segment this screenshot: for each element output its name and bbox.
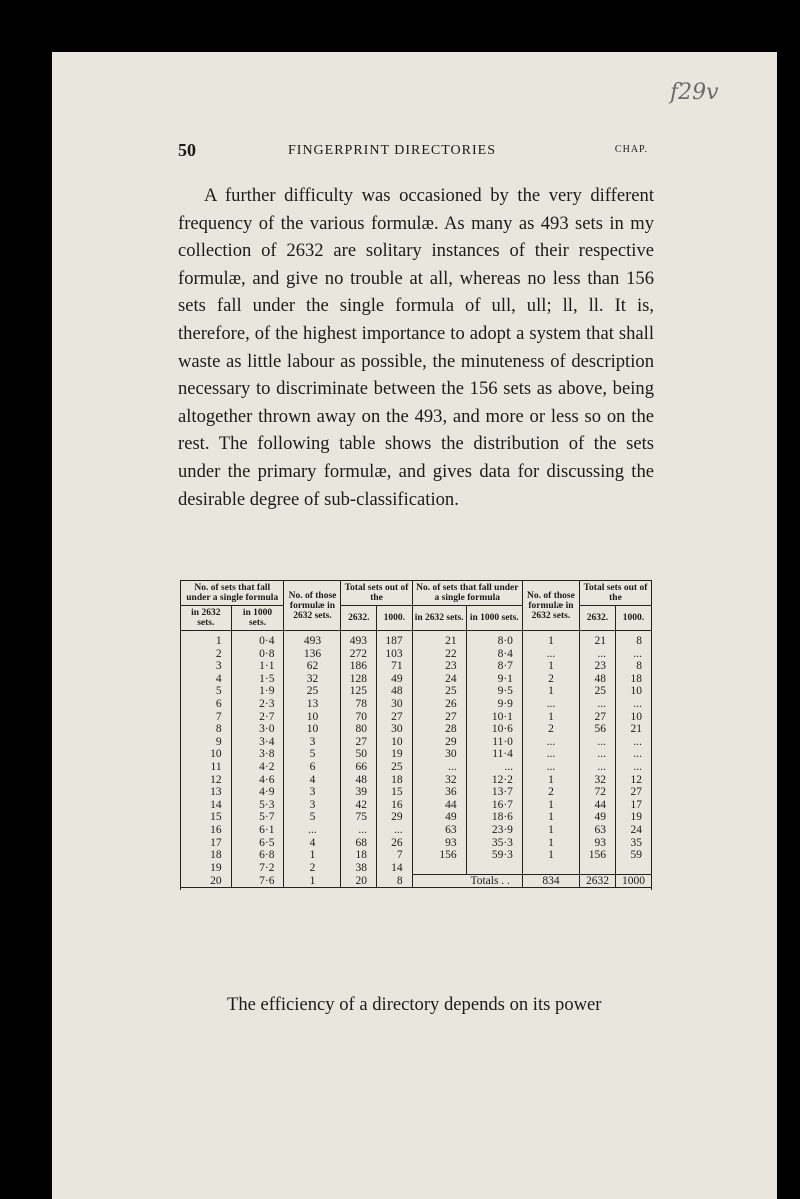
table-cell: 1 [522,824,579,837]
table-cell: 26 [377,837,413,850]
table-cell: 93 [412,837,466,850]
table-cell: 2 [522,673,579,686]
table-cell: 1 [522,811,579,824]
table-cell: 22 [412,648,466,661]
table-cell: 25 [377,761,413,774]
table-cell: 8·4 [466,648,522,661]
table-cell: 39 [341,786,377,799]
table-cell: ... [466,761,522,774]
table-cell: 21 [615,723,651,736]
table-cell: 8 [615,660,651,673]
table-cell: 5·3 [231,799,284,812]
table-cell: 4·6 [231,774,284,787]
table-row [181,811,652,824]
table-cell: 2·3 [231,698,284,711]
table-cell: 6·8 [231,849,284,862]
table-cell: 2 [522,723,579,736]
table-row [181,862,652,875]
table-cell: 5 [284,748,341,761]
table-cell: 7·2 [231,862,284,875]
table-cell: 8 [615,631,651,648]
table-cell: 78 [341,698,377,711]
table-cell: 1·9 [231,685,284,698]
table-cell: 7·6 [231,874,284,888]
table-cell: 30 [412,748,466,761]
table-cell: 38 [341,862,377,875]
header-total-left: Total sets out of the [341,581,412,606]
running-header [178,140,648,164]
table-row [181,660,652,673]
table-cell: 13 [181,786,232,799]
table-cell: 12 [615,774,651,787]
table-cell: 27 [412,711,466,724]
table-cell: 3 [284,799,341,812]
table-cell: 49 [579,811,615,824]
table-cell: 10 [181,748,232,761]
table-cell: 17 [615,799,651,812]
table-cell: 48 [341,774,377,787]
table-cell: 68 [341,837,377,850]
header-in1000-left: in 1000 sets. [231,606,284,631]
table-cell: ... [579,698,615,711]
table-cell: 63 [579,824,615,837]
table-cell: 6·5 [231,837,284,850]
table-cell: 10·6 [466,723,522,736]
body-paragraph: A further difficulty was occasioned by the very different frequency of the various formulæ. As many as 493 sets in my collection of 2632 are solitary instances of their respective formulæ, and give no trouble at all, whereas no less than 156 sets fall under the single formula of ull, ull; ll, ll. It is, therefore, of the highest importance to adopt a system that shall waste as little labour as possible, the minuteness of description necessary to discriminate between the 156 sets as above, being altogether thrown away on the 493, and more or less so on the rest. The following table shows the distribution of the sets under the primary formulæ, and gives data for discussing the desirable degree of sub-classification. [178,185,654,510]
table-row [181,748,652,761]
table-cell: 16·7 [466,799,522,812]
table-cell: 3 [284,786,341,799]
table-cell: 9·5 [466,685,522,698]
table-cell: 3·0 [231,723,284,736]
table-cell: 32 [579,774,615,787]
table-cell: 18·6 [466,811,522,824]
table-cell: 136 [284,648,341,661]
table-cell: 25 [412,685,466,698]
table-cell: 30 [377,698,413,711]
table-cell: 1·5 [231,673,284,686]
table-cell: 48 [579,673,615,686]
table-cell: 9·1 [466,673,522,686]
table-cell: 2 [522,786,579,799]
table-cell: 11 [181,761,232,774]
table-cell: 1 [522,837,579,850]
table-cell: 11·0 [466,736,522,749]
table-row [181,874,652,888]
table-cell: ... [522,736,579,749]
table-cell: 27 [377,711,413,724]
table-cell: 13 [284,698,341,711]
table-cell: 23 [579,660,615,673]
table-cell: 21 [412,631,466,648]
table-cell: 18 [181,849,232,862]
table-row [181,723,652,736]
table-cell: 71 [377,660,413,673]
table-row [181,736,652,749]
table-cell: 42 [341,799,377,812]
table-cell: 9 [181,736,232,749]
table-cell: 24 [615,824,651,837]
table-cell: 1 [522,685,579,698]
header-in2632-left: in 2632 sets. [181,606,232,631]
table-cell: 4·9 [231,786,284,799]
table-cell: 12·2 [466,774,522,787]
table-cell: ... [615,648,651,661]
table-cell: 3·4 [231,736,284,749]
table-cell: 1 [522,774,579,787]
table-cell: 4 [284,774,341,787]
totals-label: Totals . . [412,874,522,888]
table-cell: ... [615,748,651,761]
header-t2632-left: 2632. [341,606,377,631]
table-cell: 23·9 [466,824,522,837]
table-cell: 6·1 [231,824,284,837]
totals-t1000: 1000 [615,874,651,888]
table-cell: 44 [579,799,615,812]
table-cell: 17 [181,837,232,850]
table-cell: 21 [579,631,615,648]
table-cell: 1 [284,849,341,862]
table-row [181,799,652,812]
table-cell: 0·8 [231,648,284,661]
table-cell: 14 [181,799,232,812]
table-cell: ... [615,761,651,774]
table-cell: 7 [181,711,232,724]
header-in2632-right: in 2632 sets. [412,606,466,631]
table-cell: 10 [615,685,651,698]
table-cell: 2 [284,862,341,875]
table-cell: 3 [181,660,232,673]
table-cell: 103 [377,648,413,661]
table-cell: 35·3 [466,837,522,850]
header-sets-fall-right: No. of sets that fall under a single formula [412,581,522,606]
table-cell: 1 [522,711,579,724]
table-cell [615,862,651,875]
totals-t2632: 2632 [579,874,615,888]
table-cell: 272 [341,648,377,661]
handwritten-annotation: f29v [670,80,719,105]
table-row [181,786,652,799]
table-row [181,711,652,724]
chapter-label: CHAP. [614,144,648,155]
table-cell: 8 [377,874,413,888]
header-formulae-left: No. of those formulæ in 2632 sets. [284,581,341,631]
header-sets-fall-left: No. of sets that fall under a single formula [181,581,284,606]
table-cell: 18 [615,673,651,686]
continuation-line: The efficiency of a directory depends on its power [227,994,602,1015]
running-title: FINGERPRINT DIRECTORIES [288,143,497,158]
table-row [181,824,652,837]
table-cell: 26 [412,698,466,711]
table-row [181,774,652,787]
table-cell: 10 [284,711,341,724]
table-cell: 1 [284,874,341,888]
table-cell: 16 [181,824,232,837]
table-cell: 59·3 [466,849,522,862]
table-cell: 29 [412,736,466,749]
table-cell: 11·4 [466,748,522,761]
table-cell: 3·8 [231,748,284,761]
table-cell: ... [284,824,341,837]
table-cell: 25 [579,685,615,698]
table-cell: 1 [181,631,232,648]
table-cell [412,862,466,875]
table-cell: ... [522,761,579,774]
table-row [181,849,652,862]
table-cell: 2 [181,648,232,661]
table-cell: 8·7 [466,660,522,673]
table-cell: ... [341,824,377,837]
table-cell: 1 [522,849,579,862]
table-cell: 32 [284,673,341,686]
table-cell: 156 [579,849,615,862]
table-cell: 27 [341,736,377,749]
table-cell [579,862,615,875]
table-cell: 35 [615,837,651,850]
table-cell: 0·4 [231,631,284,648]
table-bottom-rule [181,888,652,891]
table-cell: 63 [412,824,466,837]
table-row [181,673,652,686]
table-body [181,631,652,891]
header-t1000-left: 1000. [377,606,413,631]
table-cell: 20 [341,874,377,888]
table-cell: 70 [341,711,377,724]
header-total-right: Total sets out of the [579,581,651,606]
table-cell: 27 [579,711,615,724]
table-cell: 80 [341,723,377,736]
table-cell: 493 [284,631,341,648]
table-cell: 5 [284,811,341,824]
table-row [181,685,652,698]
table-cell: 93 [579,837,615,850]
table-cell: 10 [377,736,413,749]
table-cell: 48 [377,685,413,698]
table-cell: 1 [522,660,579,673]
table-cell: 5 [181,685,232,698]
table-cell: ... [579,648,615,661]
table-row [181,648,652,661]
table-cell: 50 [341,748,377,761]
table-cell: 62 [284,660,341,673]
header-t2632-right: 2632. [579,606,615,631]
table-cell [466,862,522,875]
formula-distribution-table [180,580,652,980]
table-cell: 29 [377,811,413,824]
table-cell: 8·0 [466,631,522,648]
table-cell: 12 [181,774,232,787]
table-cell: 20 [181,874,232,888]
table-cell: ... [615,736,651,749]
table-cell: 23 [412,660,466,673]
table-cell: 30 [377,723,413,736]
table-cell: 25 [284,685,341,698]
table-cell: 36 [412,786,466,799]
table-cell: 10 [615,711,651,724]
table-cell: 4 [181,673,232,686]
table-cell: 186 [341,660,377,673]
table-cell: 8 [181,723,232,736]
table-cell: 15 [181,811,232,824]
table-cell: 49 [377,673,413,686]
table-cell: 6 [284,761,341,774]
table-cell: 10 [284,723,341,736]
page-number: 50 [178,140,196,160]
table-cell: 13·7 [466,786,522,799]
table-cell: 1·1 [231,660,284,673]
table-cell: 16 [377,799,413,812]
table-cell: 19 [615,811,651,824]
table-cell: 18 [377,774,413,787]
table-cell: 4 [284,837,341,850]
table-row [181,761,652,774]
table-cell: 9·9 [466,698,522,711]
table-cell: 15 [377,786,413,799]
table-cell: 19 [181,862,232,875]
table-cell: 56 [579,723,615,736]
table-row [181,631,652,648]
table-cell: 128 [341,673,377,686]
table-cell: 2·7 [231,711,284,724]
header-t1000-right: 1000. [615,606,651,631]
table-row [181,837,652,850]
table-cell: 28 [412,723,466,736]
header-in1000-right: in 1000 sets. [466,606,522,631]
table-cell: ... [579,761,615,774]
table-cell: 1 [522,799,579,812]
table-cell: ... [615,698,651,711]
table-cell [522,862,579,875]
table-cell: 14 [377,862,413,875]
table-cell: 187 [377,631,413,648]
table-cell: 49 [412,811,466,824]
table-cell: 10·1 [466,711,522,724]
table-cell: 75 [341,811,377,824]
table-cell: 125 [341,685,377,698]
table-cell: 156 [412,849,466,862]
totals-formulae: 834 [522,874,579,888]
table-cell: 6 [181,698,232,711]
table-cell: ... [579,736,615,749]
table-cell: 24 [412,673,466,686]
header-formulae-right: No. of those formulæ in 2632 sets. [522,581,579,631]
table-cell: 7 [377,849,413,862]
table-cell: 493 [341,631,377,648]
table-cell: 44 [412,799,466,812]
table-cell: 32 [412,774,466,787]
table-cell: 19 [377,748,413,761]
table-cell: 59 [615,849,651,862]
table-cell: ... [412,761,466,774]
table-cell: 72 [579,786,615,799]
table-cell: 66 [341,761,377,774]
table-cell: 18 [341,849,377,862]
table-cell: 5·7 [231,811,284,824]
table-cell: 1 [522,631,579,648]
table-cell: ... [522,698,579,711]
table-cell: ... [522,748,579,761]
table-cell: 4·2 [231,761,284,774]
table-cell: ... [522,648,579,661]
table-cell: 27 [615,786,651,799]
table-cell: ... [579,748,615,761]
table-cell: 3 [284,736,341,749]
table-row [181,698,652,711]
table-cell: ... [377,824,413,837]
